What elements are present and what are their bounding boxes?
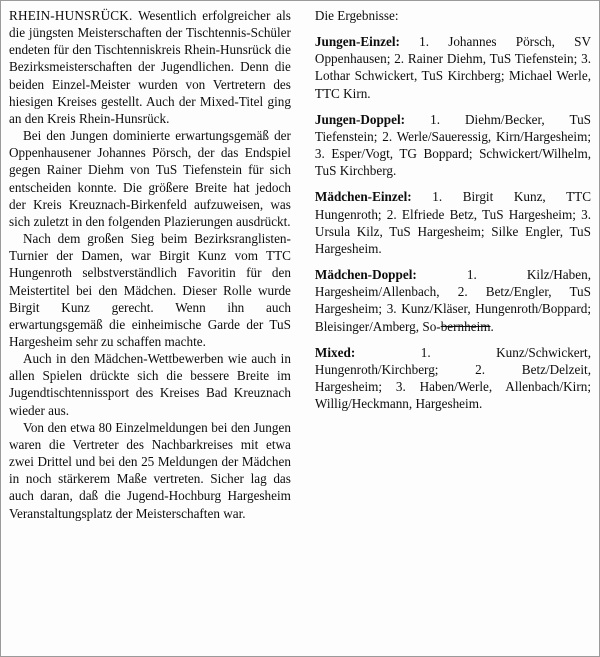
result-entry [315,33,591,102]
article-lead-paragraph [9,7,291,127]
left-column [9,7,293,656]
result-entry [315,111,591,180]
result-block-maedchen-einzel [315,188,591,257]
result-entry [315,266,591,335]
result-block-mixed [315,344,591,413]
result-category-label: Mädchen-Einzel: [314,189,412,205]
result-category-label: Mädchen-Doppel: [314,267,417,283]
result-text: 1. Kunz/Schwickert, Hungenroth/Kirchberg; 2. Betz/Delzeit, Hargesheim; 3. Haben/Werle, Allenbach/Kirn; Willig/Heckmann, Hargesheim. [314,344,591,412]
right-column [307,7,591,656]
paragraph-2: Bei den Jungen dominierte erwartungsgemäß der Oppenhausener Johannes Pörsch, der das Endspiel gegen Rainer Diehm von TuS Tiefenstein für sich entscheiden konnte. Die größere Breite hat jedoch der Kreis Kreuznach-Birkenfeld aufzuweisen, was sich zuletzt in den folgenden Plazierungen ausdrückt. [9,128,291,229]
two-column-layout [9,7,591,656]
result-block-jungen-einzel [315,33,591,102]
results-heading: Die Ergebnisse: [314,8,399,23]
result-text: 1. Kilz/Haben, Hargesheim/Allenbach, 2. Betz/Engler, TuS Hargesheim; 3. Kunz/Kläser, Hungenroth/Boppard; Bleisinger/Amberg, So- [314,267,591,334]
result-category-label: Jungen-Doppel: [314,111,406,127]
result-category-label: Mixed: [314,344,356,360]
result-category-label: Jungen-Einzel: [314,34,400,50]
struck-word: bernheim [440,318,491,334]
paragraph-3: Nach dem großen Sieg beim Bezirksranglisten-Turnier der Damen, war Birgit Kunz vom TTC Hungenroth selbstverständlich Favoritin für den Meistertitel bei den Mädchen. Dieser Rolle wurde Birgit Kunz gerecht. Wenn ihn auch erwartungsgemäß die einheimische Garde der TuS Hargesheim sehr zu schaffen machte. [9,231,291,349]
result-block-jungen-doppel [315,111,591,180]
dateline-label: RHEIN-HUNSRÜCK. [9,8,133,23]
result-entry [315,188,591,257]
result-entry [315,344,591,413]
result-block-maedchen-doppel [315,266,591,335]
result-text-suffix: . [490,318,494,334]
result-text: 1. Diehm/Becker, TuS Tiefenstein; 2. Werle/Saueressig, Kirn/Hargesheim; 3. Esper/Vogt, TG Boppard; Schwickert/Wilhelm, TuS Kirchberg. [314,111,591,179]
paragraph-4: Auch in den Mädchen-Wettbewerben wie auch in allen Spielen drückte sich die bessere Breite im Jugendtischtennissport des Kreises Bad Kreuznach wieder aus. [9,351,291,418]
paragraph-5: Von den etwa 80 Einzelmeldungen bei den Jungen waren die Vertreter des Nachbarkreises mit etwa zwei Drittel und bei den 25 Meldungen der Mädchen in noch stärkerem Maße vertreten. Sicher lag das auch daran, daß die Jugend-Hochburg Hargesheim Veranstaltungsplatz der Meisterschaften war. [9,419,291,521]
result-text: 1. Johannes Pörsch, SV Oppenhausen; 2. Rainer Diehm, TuS Tiefenstein; 3. Lothar Schwickert, TuS Kirchberg; Michael Werle, TTC Kirn. [314,34,591,101]
paragraph-text: Wesentlich erfolgreicher als die jüngsten Meisterschaften der Tischtennis-Schüler endeten für den Tischtenniskreis Rhein-Hunsrück die Bezirksmeisterschaften der Jugendlichen. Denn die beiden Einzel-Meister wurden von Vertretern des hiesigen Kreises gestellt. Auch der Mixed-Titel ging an den Kreis Rhein-Hunsrück. [9,8,291,126]
result-text: 1. Birgit Kunz, TTC Hungenroth; 2. Elfriede Betz, TuS Hargesheim; 3. Ursula Kilz, TuS Hargesheim; Silke Engler, TuS Hargesheim. [314,189,591,256]
